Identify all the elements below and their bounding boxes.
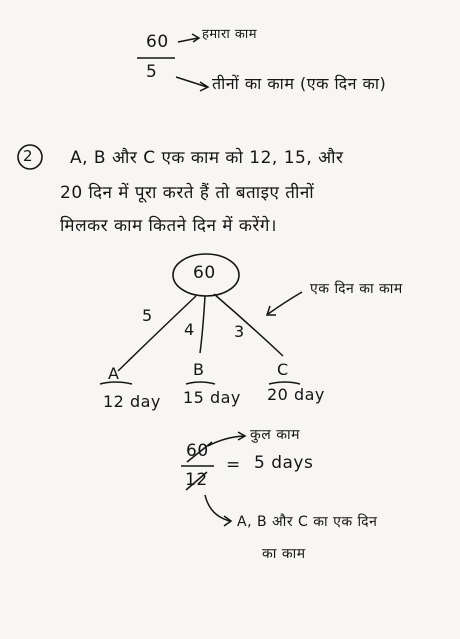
- days-b: 15 day: [183, 388, 241, 407]
- result-denominator-note-line-1: A, B और C का एक दिन: [237, 514, 378, 530]
- branch-line-b: [200, 296, 205, 353]
- result-answer: 5 days: [254, 453, 314, 473]
- question-line-2: 20 दिन में पूरा करते हैं तो बताइए तीनों: [60, 183, 315, 203]
- top-denominator-note: तीनों का काम (एक दिन का): [212, 74, 387, 93]
- question-line-1: A, B और C एक काम को 12, 15, और: [70, 148, 344, 168]
- top-numerator-arrow-icon: [178, 34, 199, 42]
- branch-rate-c: 3: [234, 322, 245, 341]
- result-denominator-arrow-icon: [205, 495, 231, 526]
- person-c: C: [277, 360, 289, 379]
- branch-rate-a: 5: [142, 306, 153, 325]
- days-c: 20 day: [267, 385, 325, 404]
- underline-b: [186, 382, 215, 384]
- result-numerator-note: कुल काम: [250, 427, 300, 443]
- person-a: A: [108, 364, 120, 383]
- branch-rate-b: 4: [184, 320, 195, 339]
- result-numerator-arrow-icon: [208, 432, 245, 446]
- result-denominator: 12: [185, 470, 208, 490]
- result-numerator: 60: [186, 441, 209, 461]
- result-equals: =: [226, 455, 241, 475]
- top-numerator: 60: [146, 32, 169, 52]
- one-day-work-arrow-icon: [267, 292, 302, 315]
- top-numerator-note: हमारा काम: [202, 27, 257, 42]
- question-line-3: मिलकर काम कितने दिन में करेंगे।: [60, 216, 277, 236]
- days-a: 12 day: [103, 392, 161, 411]
- diagram-note: एक दिन का काम: [310, 281, 403, 297]
- underline-c: [269, 382, 300, 384]
- diagram-total: 60: [193, 263, 216, 283]
- branch-line-c: [214, 294, 283, 356]
- top-denominator-arrow-icon: [176, 77, 208, 91]
- top-denominator: 5: [146, 62, 158, 82]
- question-number: 2: [23, 147, 34, 165]
- result-denominator-note-line-2: का काम: [262, 546, 306, 562]
- person-b: B: [193, 360, 205, 379]
